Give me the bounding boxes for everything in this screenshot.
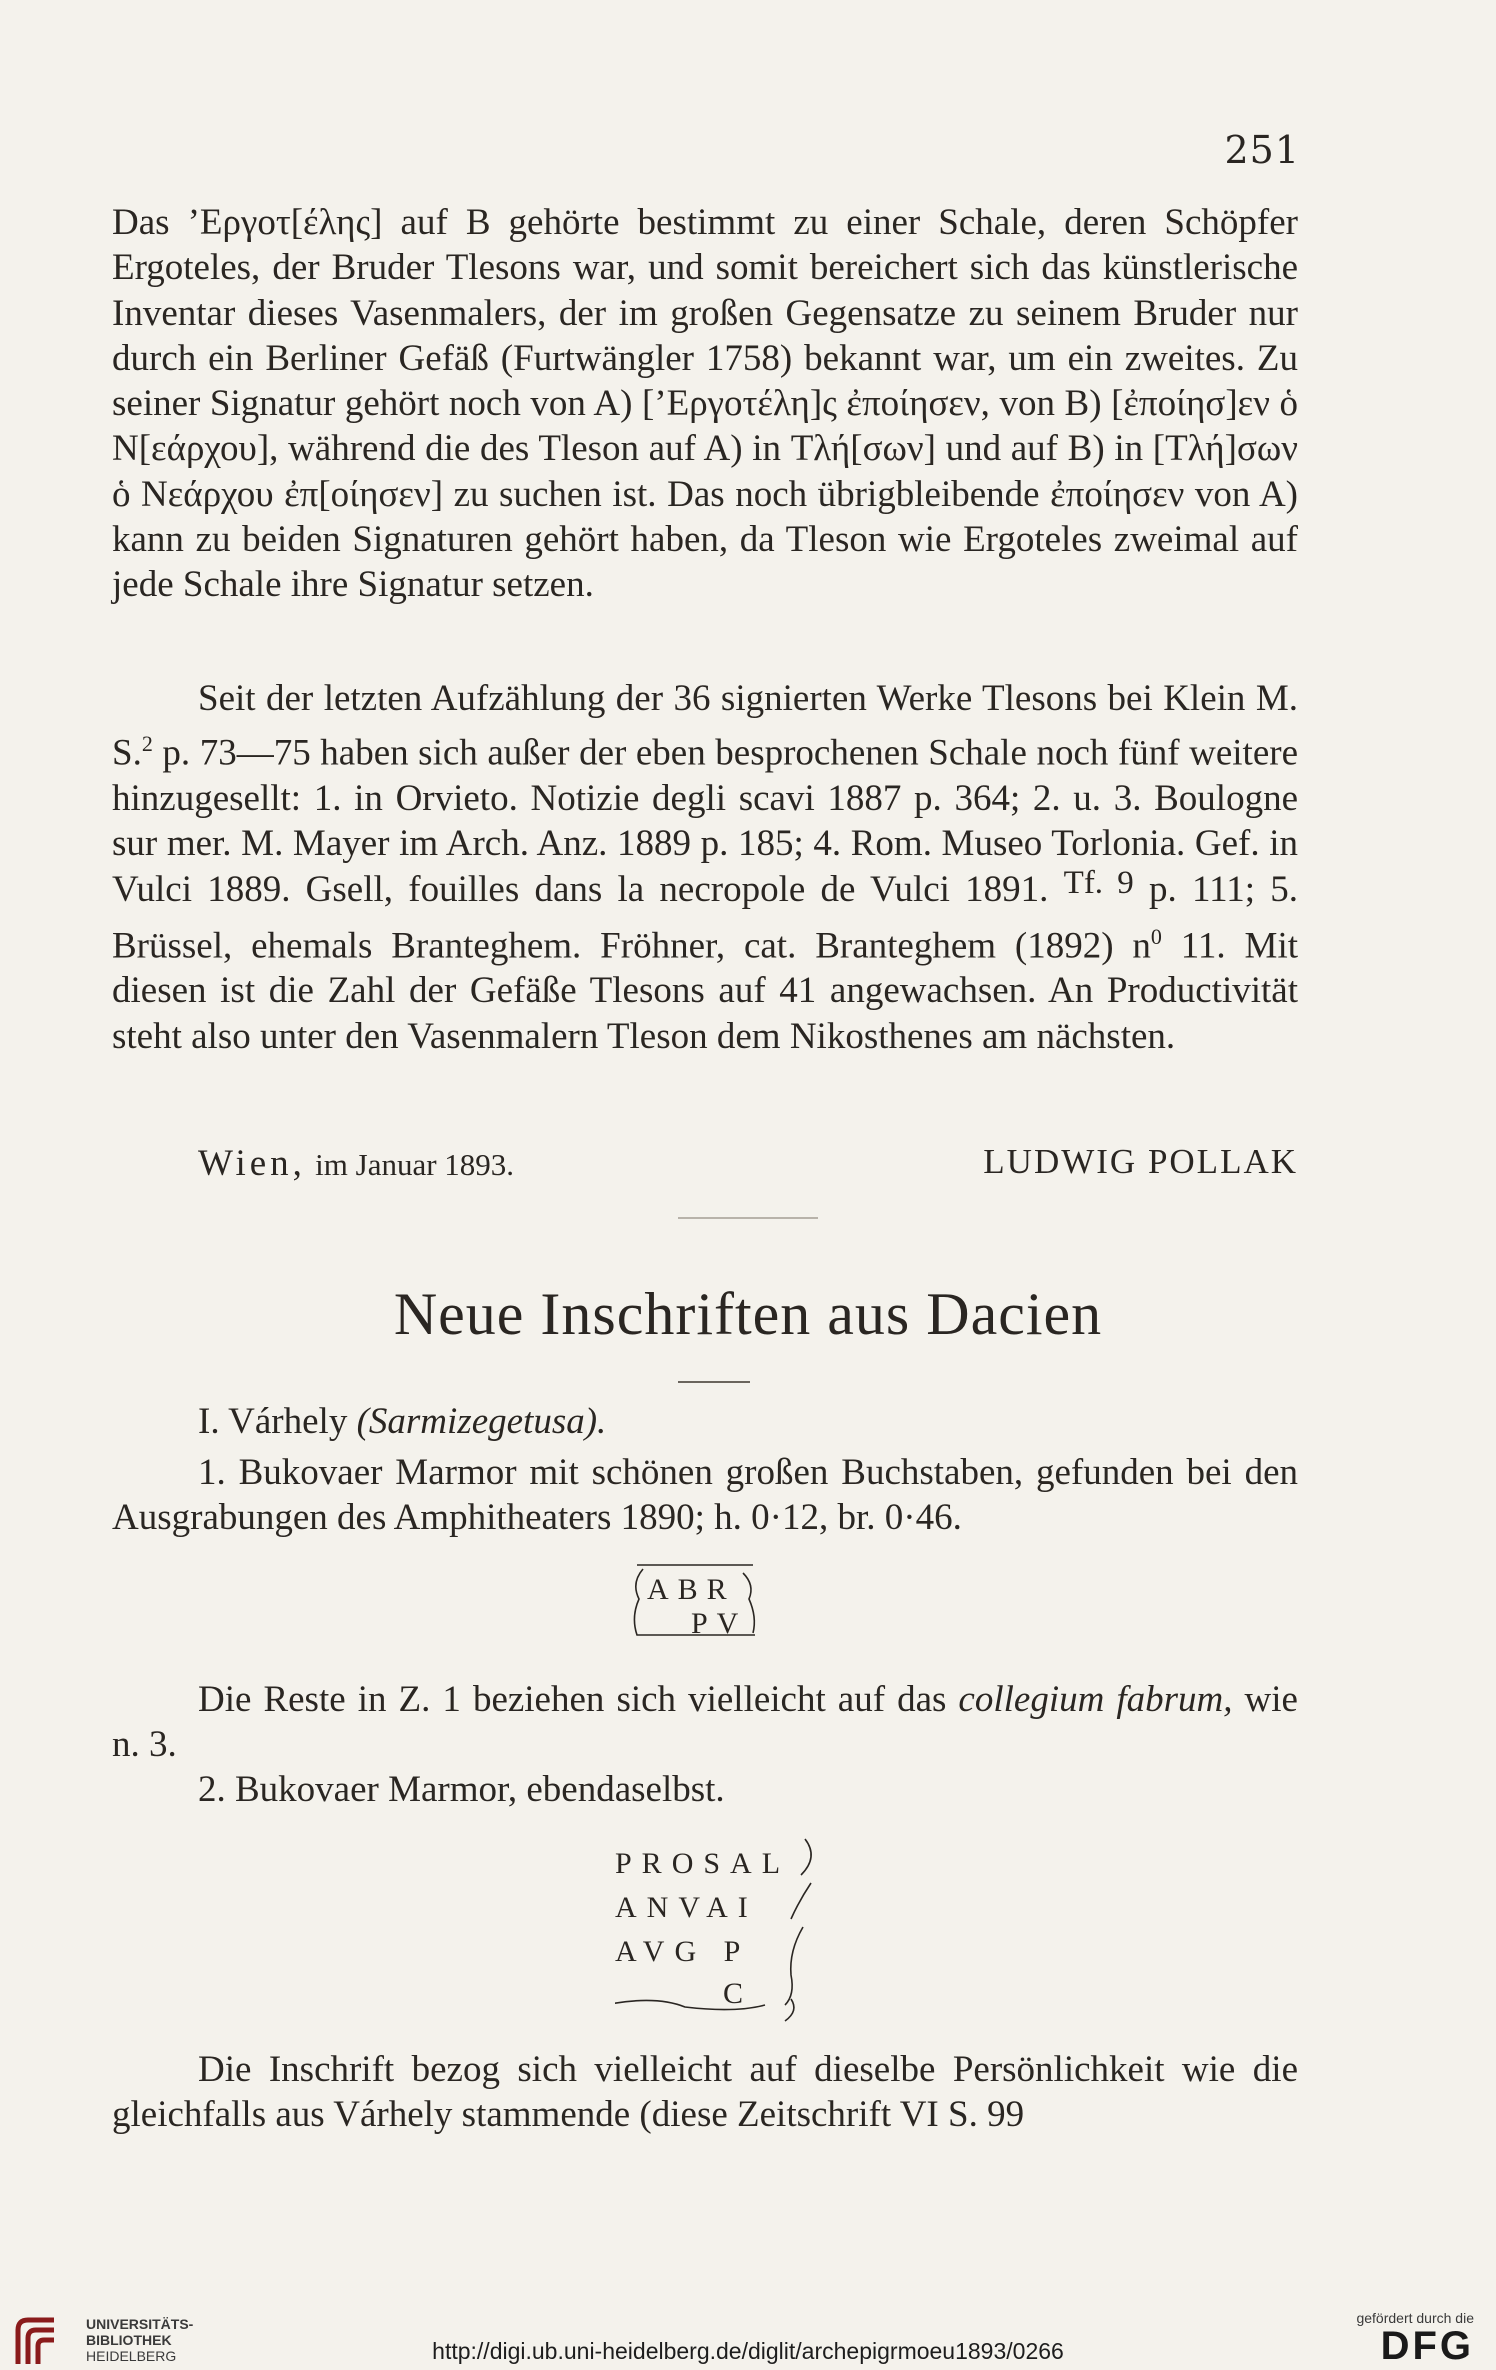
funding-note: gefördert durch die — [1356, 2310, 1474, 2326]
item-1: 1. Bukovaer Marmor mit schönen großen Buchstaben, gefunden bei den Ausgrabungen des Amphitheaters 1890; h. 0·12, br. 0·46. — [112, 1452, 1298, 1539]
section-title — [198, 1400, 606, 1443]
source-url-link[interactable]: http://digi.ub.uni-heidelberg.de/diglit/archepigrmoeu1893/0266 — [432, 2338, 1064, 2364]
superscript: 2 — [141, 731, 153, 757]
section-number: I. Várhely — [198, 1401, 348, 1442]
funder-branding — [1334, 2310, 1474, 2370]
paragraph-text: p. 73—75 haben sich außer der eben besprochenen Schale noch fünf weitere hinzugesellt: 1. in Orvieto. Notizie degli scavi 1887 p. 364; 2. u. 3. Boulogne sur mer. M. Mayer im Arch. Anz. 1889 p. 185; 4. Rom. Museo Torlonia. Gef. in Vulci 1889. Gsell, fouilles dans la necropole de Vulci 1891. — [112, 732, 1298, 910]
plate-ref: Tf. 9 — [1063, 864, 1134, 901]
signature-date: im Januar 1893. — [315, 1147, 515, 1182]
note-1 — [112, 1677, 1298, 1768]
inscription-2-line-3: AVG P — [615, 1935, 751, 1968]
inscription-2-line-2: ANVAI — [615, 1891, 758, 1924]
footer — [0, 2310, 1496, 2370]
signature-place: Wien, — [198, 1143, 306, 1184]
section-place: (Sarmizegetusa). — [356, 1401, 607, 1442]
library-name-line-3: HEIDELBERG — [86, 2348, 177, 2364]
page-number: 251 — [1224, 128, 1300, 172]
inscription-2-line-1: PROSAL — [615, 1847, 791, 1880]
signature-line — [198, 1142, 1298, 1185]
signature-author: LUDWIG POLLAK — [983, 1142, 1298, 1181]
inscription-1-line-2: PV — [691, 1607, 748, 1640]
article-heading: Neue Inschriften aus Dacien — [393, 1281, 1103, 1347]
inscription-1 — [625, 1555, 765, 1655]
library-name-line-1: UNIVERSITÄTS- — [86, 2316, 194, 2332]
section-divider — [678, 1217, 818, 1219]
inscription-2 — [615, 1835, 835, 2035]
heading-underline — [678, 1381, 750, 1383]
paragraph-ergoteles: Das ʼΕργοτ[έλης] auf B gehörte bestimmt zu einer Schale, deren Schöpfer Ergoteles, der Bruder Tlesons war, und somit bereichert sich das künstlerische Inventar dieses Vasenmalers, der im großen Gegensatze zu seinem Bruder nur durch ein Berliner Gefäß (Furtwängler 1758) bekannt war, um ein zweites. Zu seiner Signatur gehört noch von A) [ʼΕργοτέλη]ς ἐποίησεν, von B) [ἐποίησ]εν ὁ Ν[εάρχου], während die des Tleson auf A) in Τλή[σων] und auf B) in [Τλή]σων ὁ Νεάρχου ἐπ[οίησεν] zu suchen ist. Das noch übrigbleibende ἐποίησεν von A) kann zu beiden Signaturen gehört haben, da Tleson wie Ergoteles zweimal auf jede Schale ihre Signatur setzen. — [112, 202, 1298, 606]
library-name-line-2: BIBLIOTHEK — [86, 2332, 172, 2348]
dfg-logo: DFG — [1380, 2324, 1474, 2368]
paragraph-text: Seit der letzten Aufzählung der 36 signierten Werke Tlesons bei Klein M. S. — [112, 678, 1298, 774]
note-text: wie n. 3. — [112, 1679, 1298, 1766]
paragraph-text: p. 111; 5. Brüssel, ehemals Branteghem. Fröhner, cat. Branteghem (1892) n — [112, 868, 1298, 967]
item-2: 2. Bukovaer Marmor, ebendaselbst. — [198, 1769, 725, 1810]
note-text: Die Reste in Z. 1 beziehen sich vielleicht auf das — [198, 1679, 959, 1720]
paragraph-tleson-works — [112, 676, 1298, 1059]
superscript: 0 — [1150, 923, 1162, 949]
paragraph-text: 11. Mit diesen ist die Zahl der Gefäße Tlesons auf 41 angewachsen. An Productivität steht also unter den Vasenmalern Tleson dem Nikosthenes am nächsten. — [112, 925, 1299, 1057]
note-italic: collegium fabrum, — [958, 1679, 1233, 1720]
inscription-2-line-4: C — [723, 1977, 754, 2010]
paragraph-last: Die Inschrift bezog sich vielleicht auf dieselbe Persönlichkeit wie die gleichfalls aus Várhely stammende (diese Zeitschrift VI S. 99 — [112, 2049, 1298, 2136]
inscription-1-line-1: ABR — [647, 1573, 736, 1606]
